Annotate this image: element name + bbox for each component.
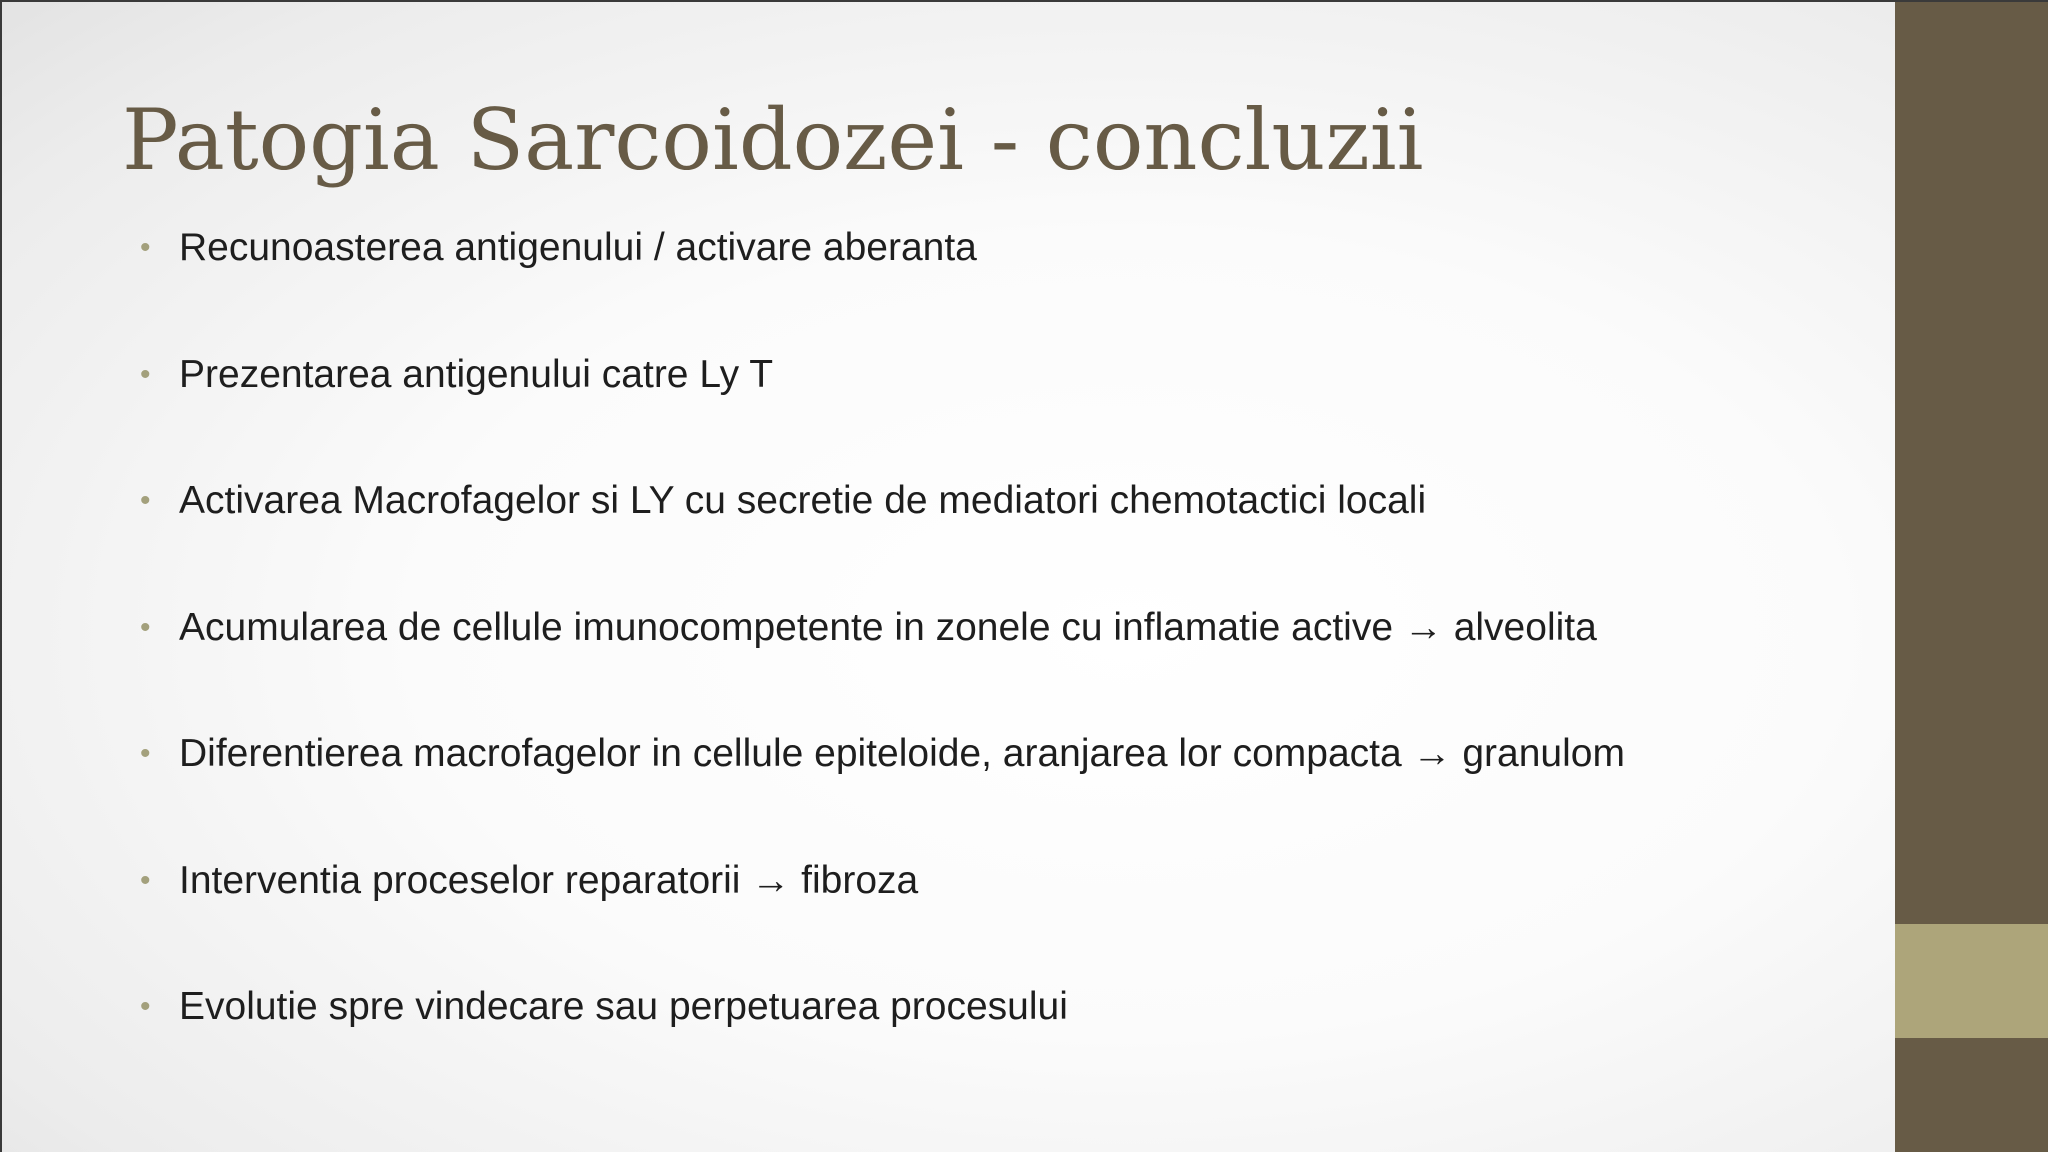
bullet-list	[140, 224, 1625, 1110]
bullet-text: Acumularea de cellule imunocompetente in zonele cu inflamatie active	[179, 605, 1394, 649]
bullet-text: Recunoasterea antigenului / activare aberanta	[179, 226, 977, 269]
bullet-result: alveolita	[1453, 605, 1597, 649]
bullet-marker: •	[140, 737, 151, 770]
bullet-item	[140, 351, 1625, 399]
bullet-item	[140, 604, 1625, 652]
arrow-icon: →	[751, 858, 791, 902]
bullet-marker: •	[140, 231, 151, 264]
bullet-item	[140, 730, 1625, 778]
bullet-text: Diferentierea macrofagelor in cellule epiteloide, aranjarea lor compacta	[179, 732, 1402, 775]
bullet-result: fibroza	[801, 858, 919, 902]
bullet-item	[140, 857, 1625, 905]
bullet-text: Prezentarea antigenului catre Ly T	[179, 352, 774, 396]
decorative-sidebar-accent	[1895, 924, 2048, 1038]
bullet-marker: •	[140, 863, 151, 897]
bullet-marker: •	[140, 484, 151, 517]
bullet-item	[140, 983, 1625, 1031]
bullet-marker: •	[140, 610, 151, 644]
arrow-icon: →	[1412, 732, 1452, 775]
bullet-text: Activarea Macrofagelor si LY cu secretie de mediatori chemotactici locali	[179, 479, 1427, 522]
arrow-icon: →	[1403, 605, 1443, 649]
bullet-marker: •	[140, 357, 151, 391]
bullet-text: Interventia proceselor reparatorii	[179, 858, 741, 902]
bullet-item	[140, 224, 1625, 272]
bullet-item	[140, 477, 1625, 525]
bullet-text: Evolutie spre vindecare sau perpetuarea procesului	[179, 985, 1068, 1028]
bullet-result: granulom	[1462, 732, 1625, 775]
slide-title: Patogia Sarcoidozei - concluzii	[122, 91, 1424, 189]
bullet-marker: •	[140, 990, 151, 1023]
